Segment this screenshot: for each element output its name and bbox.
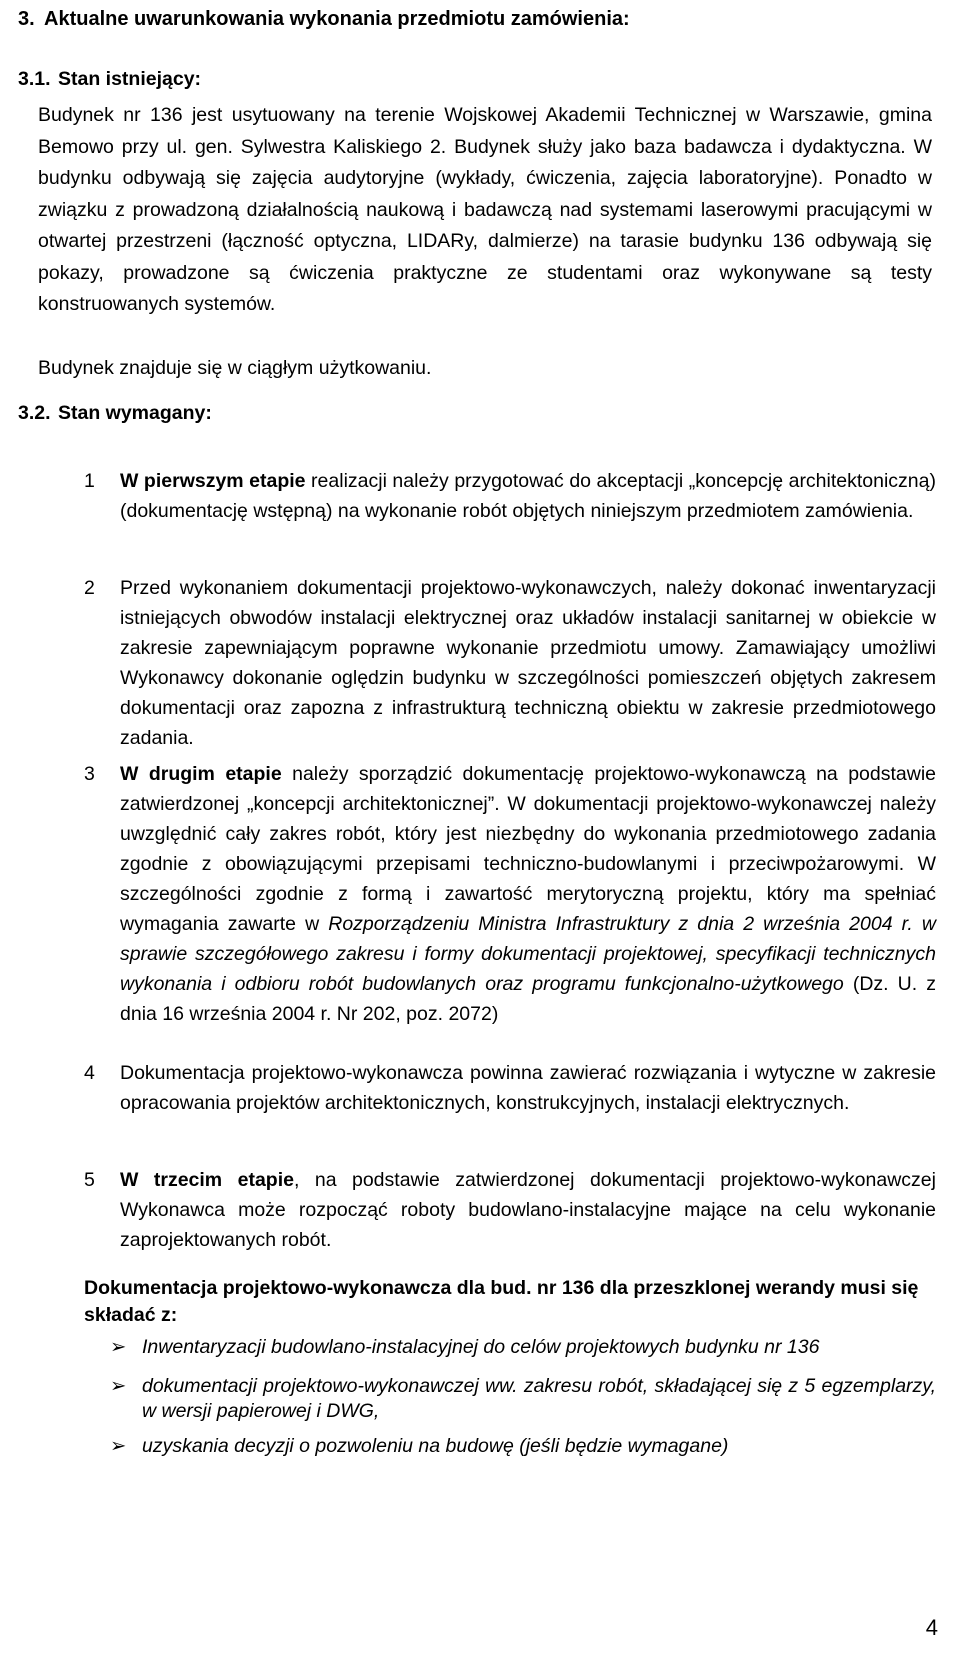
section-3-heading [18, 6, 630, 32]
list-item [84, 1165, 936, 1255]
list-item-text: Przed wykonaniem dokumentacji projektowo-wykonawczych, należy dokonać inwentaryzacji istniejących obwodów instalacji elektrycznej oraz układów instalacji sanitarnej w obiekcie w zakresie zapewniającym poprawne wykonanie przedmiotu umowy. Zamawiający umożliwi Wykonawcy dokonanie oględzin budynku w szczególności pomieszczeń objętych zakresem dokumentacji oraz zapozna z infrastrukturą techniczną obiektu w zakresie przedmiotowego zadania. [120, 577, 936, 749]
list-item-rest: realizacji należy przygotować do akceptacji „koncepcję architektoniczną) (dokumentację wstępną) na wykonanie robót objętych niniejszym przedmiotem zamówienia. [120, 470, 936, 522]
bullet-text: Inwentaryzacji budowlano-instalacyjnej do celów projektowych budynku nr 136 [142, 1336, 820, 1358]
bullet-text: uzyskania decyzji o pozwoleniu na budowę (jeśli będzie wymagane) [142, 1435, 729, 1457]
section-3-1-heading [18, 66, 201, 92]
list-item-number: 1 [84, 470, 95, 492]
bullet-item [110, 1374, 936, 1424]
list-item-bold: W pierwszym etapie [120, 470, 306, 492]
section-3-2-number: 3.2. [18, 402, 51, 424]
bullet-item [110, 1335, 936, 1360]
bullet-text: dokumentacji projektowo-wykonawczej ww. zakresu robót, składającej się z 5 egzemplarzy, w wersji papierowej i DWG, [142, 1375, 936, 1422]
section-3-number: 3. [18, 8, 35, 30]
section-3-1-body-2: Budynek znajduje się w ciągłym użytkowaniu. [38, 357, 432, 379]
arrow-bullet-icon: ➢ [110, 1435, 127, 1457]
section-3-2-title: Stan wymagany: [58, 402, 212, 424]
bullet-item [110, 1434, 936, 1459]
list-item [84, 573, 936, 753]
list-item [84, 466, 936, 526]
list-item-text [120, 1165, 936, 1255]
list-item-rest: należy sporządzić dokumentację projektowo-wykonawczą na podstawie zatwierdzonej „koncepcji architektonicznej”. W dokumentacji projektowo-wykonawczej należy uwzględnić cały zakres robót, który jest niezbędny do wykonania przedmiotowego zadania zgodnie z obowiązującymi przepisami techniczno-budowlanymi i przeciwpożarowymi. W szczególności zgodnie z formą i zawartość merytoryczną projektu, który ma spełniać wymagania zawarte w [120, 763, 936, 935]
list-item-number: 3 [84, 763, 95, 785]
regulation-citation: Rozporządzeniu Ministra Infrastruktury z dnia 2 września 2004 r. w sprawie szczegółowego zakresu i formy dokumentacji projektowej, specyfikacji technicznych wykonania i odbioru robót budowlanych oraz programu funkcjonalno-użytkowego [120, 913, 937, 995]
list-item-text: Dokumentacja projektowo-wykonawcza powinna zawierać rozwiązania i wytyczne w zakresie opracowania projektów architektonicznych, konstrukcyjnych, instalacji elektrycznych. [120, 1062, 936, 1114]
list-item [84, 759, 936, 1029]
arrow-bullet-icon: ➢ [110, 1336, 127, 1358]
section-3-title: Aktualne uwarunkowania wykonania przedmiotu zamówienia: [44, 8, 630, 30]
list-item-text [120, 466, 936, 526]
list-item-tail: (Dz. U. z dnia 16 września 2004 r. Nr 202, poz. 2072) [120, 973, 936, 1025]
list-item-number: 2 [84, 577, 95, 599]
section-3-2-heading [18, 400, 212, 426]
list-item-rest: , na podstawie zatwierdzonej dokumentacji projektowo-wykonawczej Wykonawca może rozpocząć roboty budowlano-instalacyjne mające na celu wykonanie zaprojektowanych robót. [120, 1169, 936, 1251]
list-item-number: 5 [84, 1169, 95, 1191]
section-3-1-body: Budynek nr 136 jest usytuowany na terenie Wojskowej Akademii Technicznej w Warszawie, gmina Bemowo przy ul. gen. Sylwestra Kaliskiego 2. Budynek służy jako baza badawcza i dydaktyczna. W budynku odbywają się zajęcia audytoryjne (wykłady, ćwiczenia, zajęcia laboratoryjne). Ponadto w związku z prowadzoną działalnością naukową i badawczą nad systemami laserowymi pracującymi w otwartej przestrzeni (łączność optyczna, LIDARy, dalmierze) na tarasie budynku 136 odbywają się pokazy, prowadzone są ćwiczenia praktyczne ze studentami oraz wykonywane są testy konstruowanych systemów. [38, 104, 932, 315]
list-item [84, 1058, 936, 1118]
page-number: 4 [925, 1615, 938, 1640]
list-item-bold: W drugim etapie [120, 763, 282, 785]
list-item-bold: W trzecim etapie [120, 1169, 294, 1191]
section-3-1-title: Stan istniejący: [58, 68, 202, 90]
section-3-1-number: 3.1. [18, 68, 51, 90]
arrow-bullet-icon: ➢ [110, 1375, 127, 1397]
list-item-text [120, 759, 936, 1029]
list-item-number: 4 [84, 1062, 95, 1084]
documentation-heading: Dokumentacja projektowo-wykonawcza dla bud. nr 136 dla przeszklonej werandy musi się składać z: [84, 1277, 919, 1326]
